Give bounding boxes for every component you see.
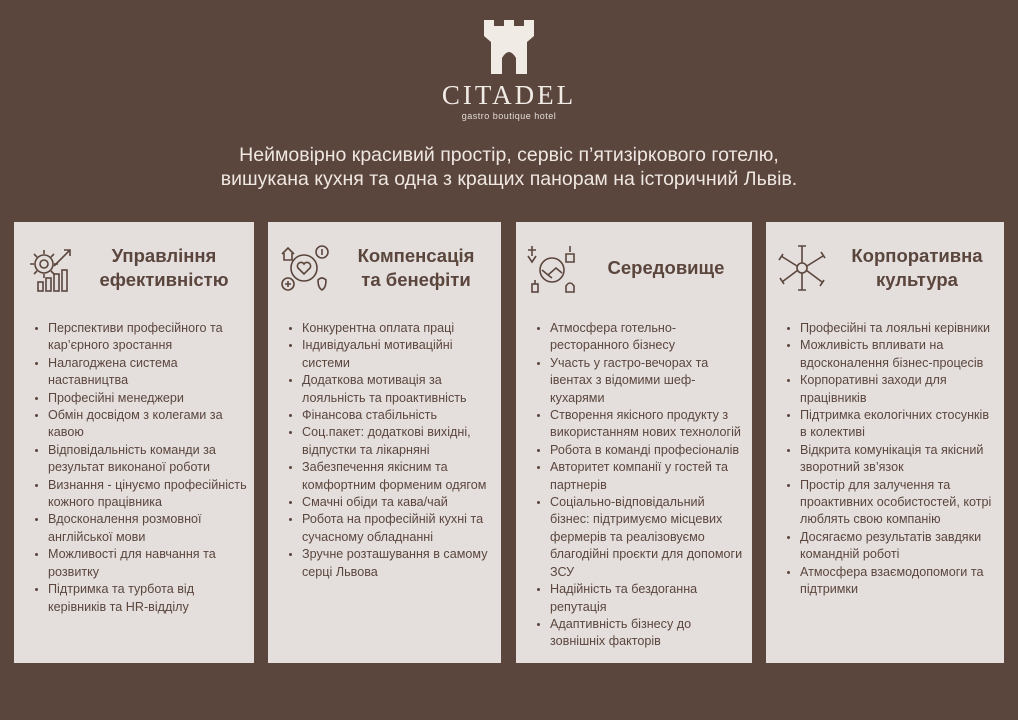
list-item: • Перспективи професійного та кар’єрного зростання — [48, 320, 248, 355]
list-item: • Участь у гастро-вечорах та івентах з відомими шеф-кухарями — [550, 355, 746, 407]
list-item: • Можливість впливати на вдосконалення бізнес-процесів — [800, 337, 998, 372]
list-item: • Обмін досвідом з колегами за кавою — [48, 407, 248, 442]
list-item: • Корпоративні заходи для працівників — [800, 372, 998, 407]
list-item: • Авторитет компанії у гостей та партнерів — [550, 459, 746, 494]
list-item: • Конкурентна оплата праці — [302, 320, 495, 337]
card-list — [516, 320, 746, 651]
intro-line-1: Неймовірно красивий простір, сервіс п’ятизіркового готелю, — [239, 144, 779, 166]
list-item: • Фінансова стабільність — [302, 407, 495, 424]
card-environment — [516, 222, 752, 663]
card-list — [268, 320, 495, 581]
list-item: • Професійні менеджери — [48, 390, 248, 407]
list-item: • Забезпечення якісним та комфортним форменим одягом — [302, 459, 495, 494]
list-item: • Адаптивність бізнесу до зовнішніх факторів — [550, 616, 746, 651]
card-title — [832, 240, 1002, 296]
list-item: • Налагоджена система наставництва — [48, 355, 248, 390]
card-title — [334, 240, 498, 296]
intro-text — [0, 143, 1018, 191]
brand-tagline: gastro boutique hotel — [461, 111, 557, 121]
team-hands-icon — [776, 242, 828, 294]
card-title-line-1: Корпоративна — [851, 245, 983, 266]
card-performance-management — [14, 222, 254, 663]
card-list — [766, 320, 998, 599]
list-item: • Професійні та лояльні керівники — [800, 320, 998, 337]
list-item: • Зручне розташування в самому серці Львова — [302, 546, 495, 581]
list-item: • Смачні обіди та кава/чай — [302, 494, 495, 511]
handshake-environment-icon — [526, 242, 578, 294]
list-item: • Атмосфера готельно-ресторанного бізнесу — [550, 320, 746, 355]
list-item: • Підтримка екологічних стосунків в колективі — [800, 407, 998, 442]
list-item: • Атмосфера взаємодопомоги та підтримки — [800, 564, 998, 599]
card-title — [582, 240, 750, 296]
card-title — [78, 240, 250, 296]
intro-line-2: вишукана кухня та одна з кращих панорам на історичний Львів. — [220, 168, 798, 190]
card-header — [766, 222, 1004, 322]
benefits-heart-icon — [278, 242, 330, 294]
list-item: • Простір для залучення та проактивних особистостей, котрі люблять свою компанію — [800, 477, 998, 529]
list-item: • Створення якісного продукту з використанням нових технологій — [550, 407, 746, 442]
list-item: • Соціально-відповідальний бізнес: підтримуємо місцевих фермерів та реалізовуємо благодійні проєкти для допомоги ЗСУ — [550, 494, 746, 581]
list-item: • Робота на професійній кухні та сучасному обладнанні — [302, 511, 495, 546]
list-item: • Підтримка та турбота від керівників та HR-відділу — [48, 581, 248, 616]
list-item: • Досягаємо результатів завдяки командній роботі — [800, 529, 998, 564]
list-item: • Соц.пакет: додаткові вихідні, відпустки та лікарняні — [302, 424, 495, 459]
gear-growth-chart-icon — [24, 242, 76, 294]
card-header — [516, 222, 752, 322]
list-item: • Визнання - цінуємо професійність кожного працівника — [48, 477, 248, 512]
castle-tower-icon — [480, 18, 538, 76]
list-item: • Можливості для навчання та розвитку — [48, 546, 248, 581]
brand-name: CITADEL — [441, 80, 577, 110]
card-title-line-2: культура — [876, 269, 958, 290]
list-item: • Робота в команді професіоналів — [550, 442, 746, 459]
card-title-line-1: Середовище — [607, 257, 725, 278]
card-title-line-2: ефективністю — [99, 269, 229, 290]
list-item: • Відповідальність команди за результат виконаної роботи — [48, 442, 248, 477]
list-item: • Вдосконалення розмовної англійської мови — [48, 511, 248, 546]
card-title-line-2: та бенефіти — [361, 269, 471, 290]
list-item: • Додаткова мотивація за лояльність та проактивність — [302, 372, 495, 407]
brand-logo — [0, 18, 1018, 121]
card-header — [268, 222, 501, 322]
card-title-line-1: Управління — [111, 245, 217, 266]
card-list — [14, 320, 248, 616]
list-item: • Відкрита комунікація та якісний зворотний зв’язок — [800, 442, 998, 477]
list-item: • Надійність та бездоганна репутація — [550, 581, 746, 616]
card-header — [14, 222, 254, 322]
card-title-line-1: Компенсація — [357, 245, 475, 266]
card-compensation-benefits — [268, 222, 501, 663]
card-corporate-culture — [766, 222, 1004, 663]
list-item: • Індивідуальні мотиваційні системи — [302, 337, 495, 372]
